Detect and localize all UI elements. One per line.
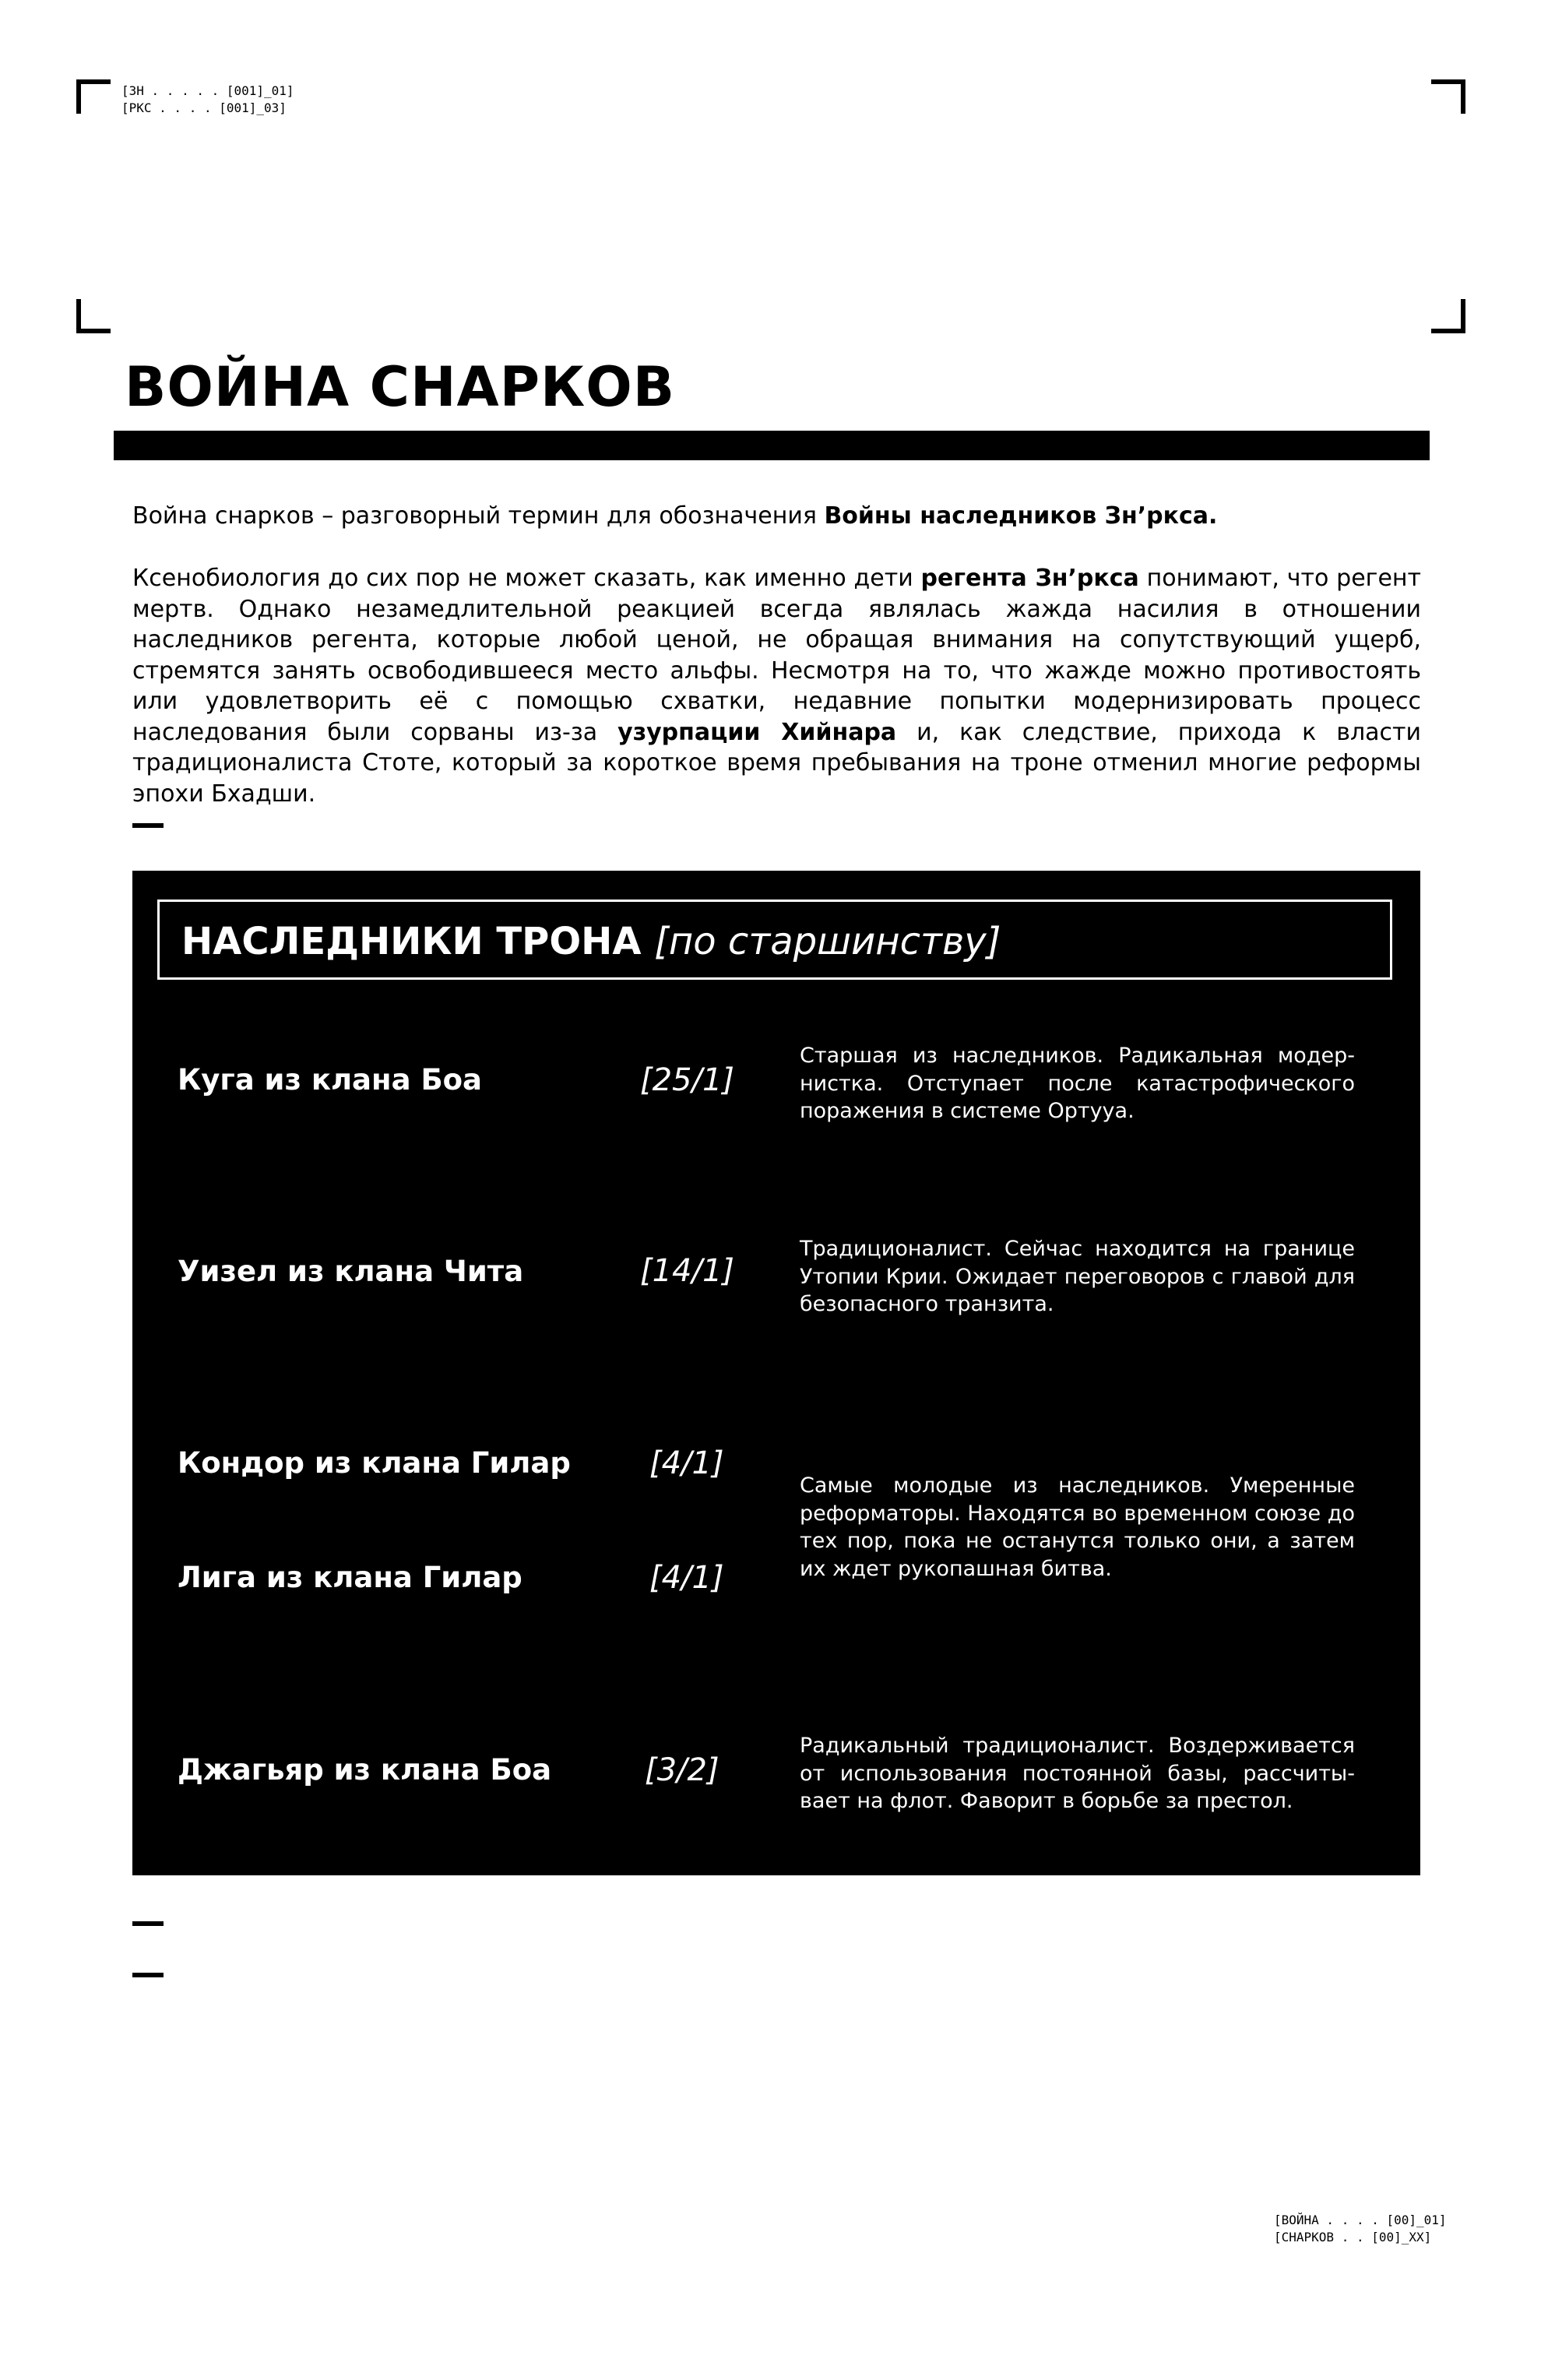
frame-corner-bottom-left [76,299,111,333]
page-title: ВОЙНА СНАРКОВ [125,355,676,419]
footer-code-line-1: [ВОЙНА . . . . [00]_01] [1274,2213,1447,2227]
heir-rank-uizel: [14/1] [640,1253,735,1289]
heir-name-uizel: Уизел из клана Чита [178,1255,524,1288]
intro-paragraph-2 [132,563,1421,809]
heir-name-kondor: Кондор из клана Гилар [178,1446,571,1480]
heirs-subtitle-text: [по старшинству] [654,920,1001,963]
heir-rank-kuga: [25/1] [640,1062,735,1098]
intro-paragraph-1 [132,501,1421,532]
heir-description-jagyar: Радикальный традиционалист. Воздерживается от использования постоянной базы, рассчитывает на флот. Фаворит в борьбе за престол. [800,1734,1355,1813]
heir-rank-jagyar: [3/2] [645,1752,719,1788]
intro-p2-term-usurpation: узурпации Хийнара [617,718,897,746]
intro-p2-text-a: Ксенобиология до сих пор не может сказать, как именно дети [132,565,921,592]
frame-corner-top-right [1431,79,1465,114]
heir-name-liga: Лига из клана Гилар [178,1561,522,1594]
heir-description-gilar: Самые молодые из наследников. Умеренные реформаторы. Находятся во временном союзе до тех пор, пока не останутся только они, а затем их ждет рукопашная битва. [800,1473,1355,1581]
heir-rank-kondor: [4/1] [649,1445,724,1481]
intro-p1-text: Война снарков – разговорный термин для обозначения [132,502,825,530]
frame-corner-top-left [76,79,111,114]
heir-description-uizel: Традиционалист. Сейчас находится на границе Утопии Крии. Ожидает переговоров с главой для безопасного транзита. [800,1237,1355,1316]
heir-name-kuga: Куга из клана Боа [178,1063,483,1097]
footer-reference-code [1274,2212,1447,2246]
intro-p2-text-b: понимают, что регент мертв. Однако незамедлительной реакцией всегда являлась жажда насилия в отношении наследников регента, которые любой ценой, не обращая внимания на сопутствующий ущерб, стремятся занять освободившееся место альфы. Несмотря на то, что жажде можно противостоять или удовлетворить её с помощью схватки, недавние попытки модернизировать процесс наследования были сорваны из-за [132,565,1421,746]
heir-name-jagyar: Джагьяр из клана Боа [178,1753,552,1787]
heirs-panel-title [181,919,1001,964]
section-dash [132,1973,164,1977]
intro-p1-term: Войны наследников Зн’ркса. [824,502,1218,530]
heirs-title-text: НАСЛЕДНИКИ ТРОНА [181,920,642,963]
header-reference-code [121,83,294,117]
footer-code-line-2: [СНАРКОВ . . [00]_XX] [1274,2230,1432,2244]
heir-rank-liga: [4/1] [649,1560,724,1596]
intro-p2-text-c: и, как следствие, прихода к власти традиционалиста Стоте, который за короткое время пребывания на троне отменил многие реформы эпохи Бхадши. [132,718,1421,808]
heirs-panel-header [157,900,1392,980]
header-code-line-1: [ЗН . . . . . [001]_01] [121,83,294,98]
intro-p2-term-regent: регента Зн’ркса [920,565,1139,592]
section-dash [132,1921,164,1926]
heir-description-kuga: Старшая из наследников. Радикальная модернистка. Отступает после катастрофического поражения в системе Ортууа. [800,1044,1355,1123]
section-dash [132,823,164,828]
header-code-line-2: [РКС . . . . [001]_03] [121,100,287,115]
frame-corner-bottom-right [1431,299,1465,333]
title-underline-bar [114,431,1430,460]
heirs-panel [132,871,1420,1875]
